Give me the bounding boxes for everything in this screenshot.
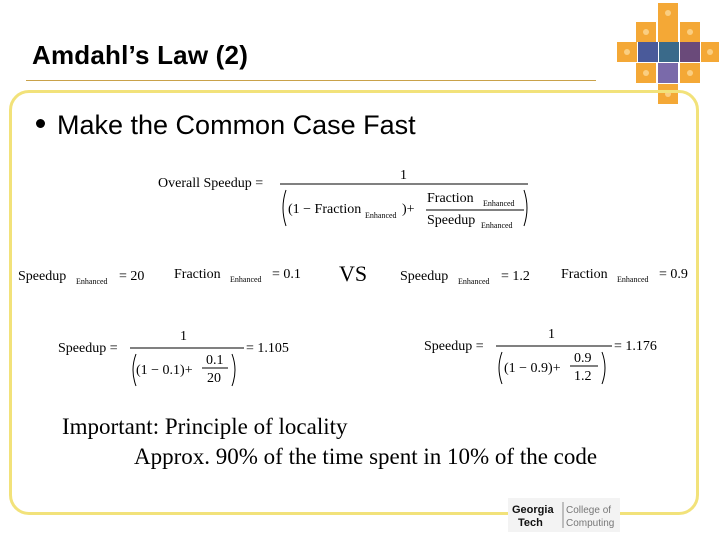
case-a-fraction-label: Fraction xyxy=(174,267,221,282)
vs-label: VS xyxy=(339,261,368,286)
overall-speedup-formula xyxy=(150,160,550,236)
slide-title: Amdahl’s Law (2) xyxy=(32,40,249,70)
formula-sub-3: Enhanced xyxy=(481,221,513,230)
logo-line4: Computing xyxy=(566,518,615,529)
case-b-speedup-label: Speedup xyxy=(400,269,449,284)
case-b-fraction-value: = 0.9 xyxy=(659,267,688,282)
formula-frac-bottom: Speedup xyxy=(427,213,476,228)
georgia-tech-logo xyxy=(508,498,620,532)
bullet-dot-icon xyxy=(36,119,45,128)
formula-close-plus: )+ xyxy=(402,202,415,217)
bullet-item xyxy=(36,110,416,141)
case-a-fraction-value: = 0.1 xyxy=(272,267,301,282)
formula-numerator: 1 xyxy=(400,168,407,183)
formula-lhs: Overall Speedup = xyxy=(158,176,264,191)
formula-one-minus: (1 − Fraction xyxy=(288,202,362,217)
case-b-inner-bottom: 1.2 xyxy=(574,369,592,384)
case-b-inner-top: 0.9 xyxy=(574,351,592,366)
case-a-den-left: (1 − 0.1)+ xyxy=(136,363,193,378)
case-b-speedup-sub: Enhanced xyxy=(458,277,490,286)
case-b-parameters xyxy=(398,262,708,292)
case-a-speedup-label: Speedup xyxy=(18,269,67,284)
case-b-computation xyxy=(422,322,672,392)
case-b-numerator: 1 xyxy=(548,327,555,342)
case-a-computation xyxy=(56,322,306,392)
locality-note: Important: Principle of locality xyxy=(62,414,348,439)
case-a-parameters xyxy=(16,262,316,292)
case-a-speedup-value: = 20 xyxy=(119,269,145,284)
logo-line2: Tech xyxy=(518,517,543,529)
locality-detail: Approx. 90% of the time spent in 10% of the code xyxy=(134,444,598,469)
case-b-lhs: Speedup = xyxy=(424,339,484,354)
title-divider xyxy=(26,80,596,81)
formula-sub-1: Enhanced xyxy=(365,211,397,220)
case-a-speedup-sub: Enhanced xyxy=(76,277,108,286)
case-b-fraction-label: Fraction xyxy=(561,267,608,282)
case-a-lhs: Speedup = xyxy=(58,341,118,356)
logo-line3: College of xyxy=(566,505,612,516)
formula-frac-top: Fraction xyxy=(427,191,474,206)
case-b-speedup-value: = 1.2 xyxy=(501,269,530,284)
case-a-inner-bottom: 20 xyxy=(207,371,221,386)
case-a-result: = 1.105 xyxy=(246,341,289,356)
logo-line1: Georgia xyxy=(512,504,554,516)
case-b-fraction-sub: Enhanced xyxy=(617,275,649,284)
formula-sub-2: Enhanced xyxy=(483,199,515,208)
case-a-fraction-sub: Enhanced xyxy=(230,275,262,284)
bullet-text: Make the Common Case Fast xyxy=(57,110,416,140)
case-a-inner-top: 0.1 xyxy=(206,353,224,368)
case-b-result: = 1.176 xyxy=(614,339,657,354)
case-b-den-left: (1 − 0.9)+ xyxy=(504,361,561,376)
case-a-numerator: 1 xyxy=(180,329,187,344)
